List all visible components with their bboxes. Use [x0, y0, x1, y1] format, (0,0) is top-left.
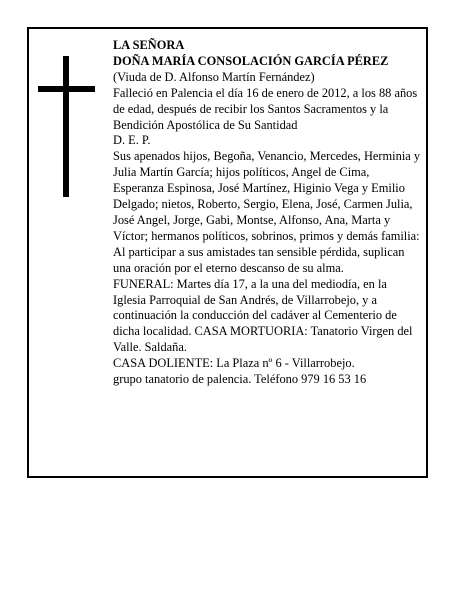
death-statement: Falleció en Palencia el día 16 de enero de 2012, a los 88 años de edad, después de recibir los Santos Sacramentos y la Bendición Apostólica de Su Santidad: [113, 85, 418, 132]
family-list: Sus apenados hijos, Begoña, Venancio, Mercedes, Herminia y Julia Martín García; hijos políticos, Angel de Cima, Esperanza Espinosa, José Martínez, Higinio Vega y Emilio Delgado; nietos, Roberto, Sergio, Elena, José, Carmen Julia, José Angel, Jorge, Gabi, Montse, Alfonso, Ana, Marta y Víctor; hermanos políticos, sobrinos, primos y demás familia:: [113, 149, 421, 243]
honorific: LA SEÑORA: [113, 38, 185, 52]
prayer-request: Al participar a sus amistades tan sensible pérdida, suplican una oración por el eterno descanso de su alma.: [113, 244, 405, 275]
cross-icon-bar: [38, 86, 95, 92]
mourning-house: CASA DOLIENTE: La Plaza nº 6 - Villarrobejo.: [113, 356, 355, 371]
widow-of: (Viuda de D. Alfonso Martín Fernández): [113, 69, 315, 84]
funeral-agency: grupo tanatorio de palencia. Teléfono 979 16 53 16: [113, 372, 367, 387]
cross-icon: [63, 56, 69, 197]
funeral-details: FUNERAL: Martes día 17, a la una del mediodía, en la Iglesia Parroquial de San Andrés, de Villarrobejo, y a continuación la conducción del cadáver al Cementerio de dicha localidad. CASA MORTUORIA: Tanatorio Virgen del Valle. Saldaña.: [113, 276, 413, 355]
rip-line: D. E. P.: [113, 133, 151, 148]
notice-body: [113, 38, 423, 388]
deceased-name: DOÑA MARÍA CONSOLACIÓN GARCÍA PÉREZ: [113, 53, 389, 68]
